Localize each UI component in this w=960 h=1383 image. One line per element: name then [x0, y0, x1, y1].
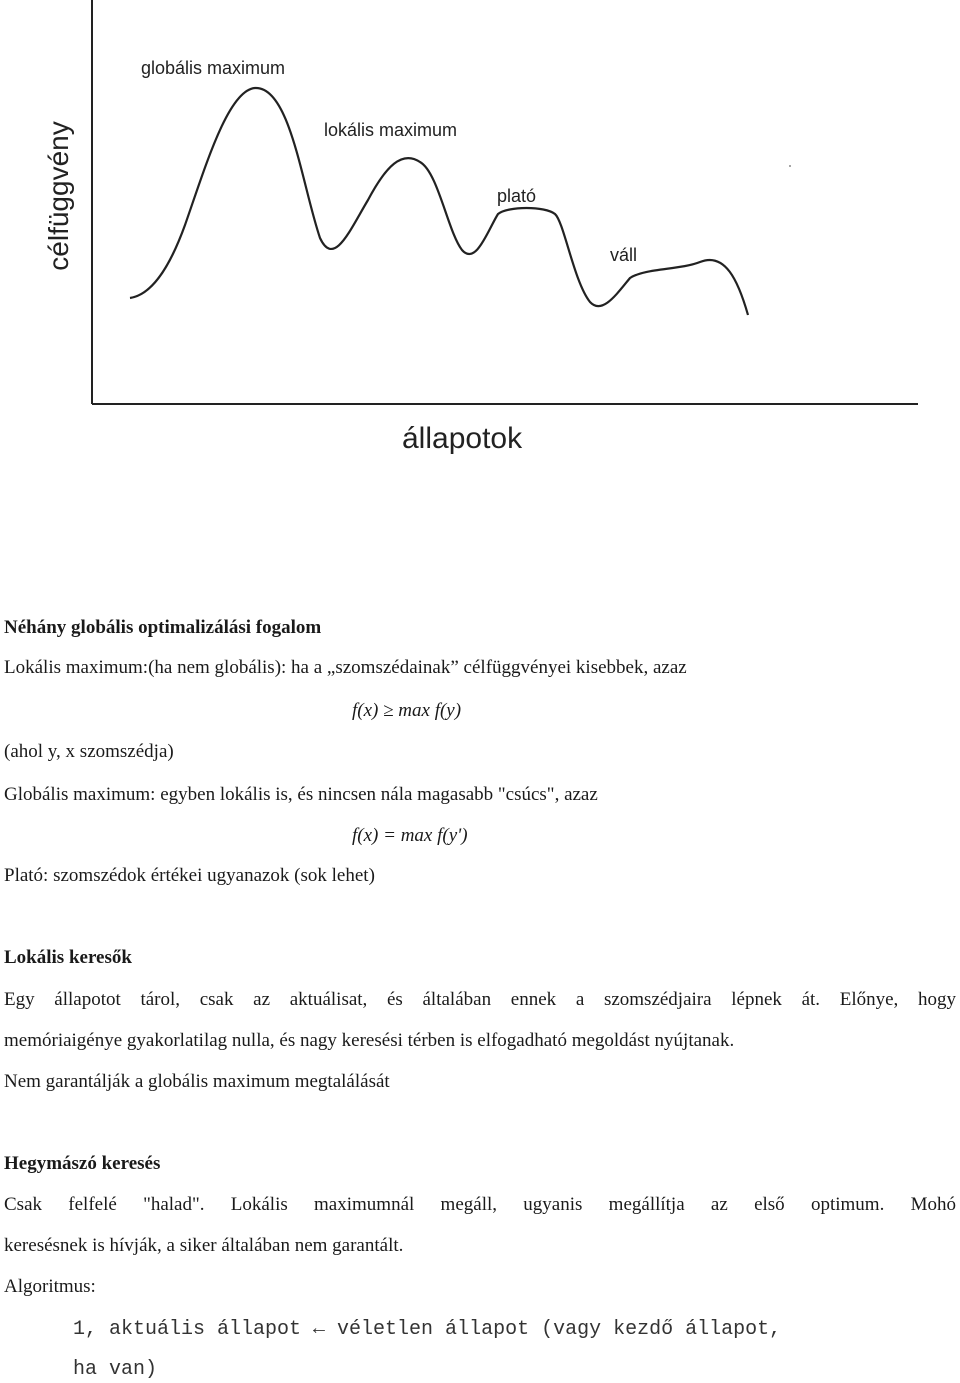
heading-global-optimization: Néhány globális optimalizálási fogalom	[4, 617, 322, 638]
state-space-figure	[0, 0, 960, 480]
stray-dot	[789, 165, 791, 167]
plateau-label: plató	[497, 186, 537, 206]
heading-local-search: Lokális keresők	[4, 947, 132, 968]
paragraph-local-search-line-3: Nem garantálják a globális maximum megtalálását	[4, 1071, 390, 1092]
paragraph-algorithm: Algoritmus:	[4, 1276, 96, 1297]
formula-local-maximum: f(x) ≥ max f(y)	[352, 700, 462, 721]
local-maximum-label: lokális maximum	[324, 120, 458, 140]
algorithm-code-line-1: 1, aktuális állapot ← véletlen állapot (vagy kezdő állapot,	[73, 1318, 782, 1341]
heading-hill-climbing: Hegymászó keresés	[4, 1153, 161, 1174]
paragraph-local-maximum: Lokális maximum:(ha nem globális): ha a „szomszédainak” célfüggvényei kisebbek, azaz	[4, 657, 687, 678]
paragraph-local-search-line-1: Egy állapotot tárol, csak az aktuálisat, és általában ennek a szomszédjaira lépnek át. Előnye, hogy	[4, 989, 956, 1010]
paragraph-local-search-line-2: memóriaigénye gyakorlatilag nulla, és nagy keresési térben is elfogadható megoldást nyújtanak.	[4, 1030, 735, 1051]
y-axis-label: célfüggvény	[43, 121, 74, 271]
x-axis-label: állapotok	[402, 422, 523, 455]
algorithm-code-line-2: ha van)	[73, 1358, 158, 1381]
paragraph-plateau: Plató: szomszédok értékei ugyanazok (sok lehet)	[4, 865, 375, 886]
shoulder-label: váll	[610, 245, 638, 265]
paragraph-global-maximum: Globális maximum: egyben lokális is, és nincsen nála magasabb "csúcs", azaz	[4, 784, 598, 805]
paragraph-hill-climbing-line-1: Csak felfelé "halad". Lokális maximumnál megáll, ugyanis megállítja az első optimum. Mohó	[4, 1194, 956, 1215]
paragraph-neighbor: (ahol y, x szomszédja)	[4, 741, 174, 762]
formula-global-maximum: f(x) = max f(y')	[352, 825, 468, 846]
paragraph-hill-climbing-line-2: keresésnek is hívják, a siker általában nem garantált.	[4, 1235, 404, 1256]
global-maximum-label: globális maximum	[141, 58, 286, 78]
